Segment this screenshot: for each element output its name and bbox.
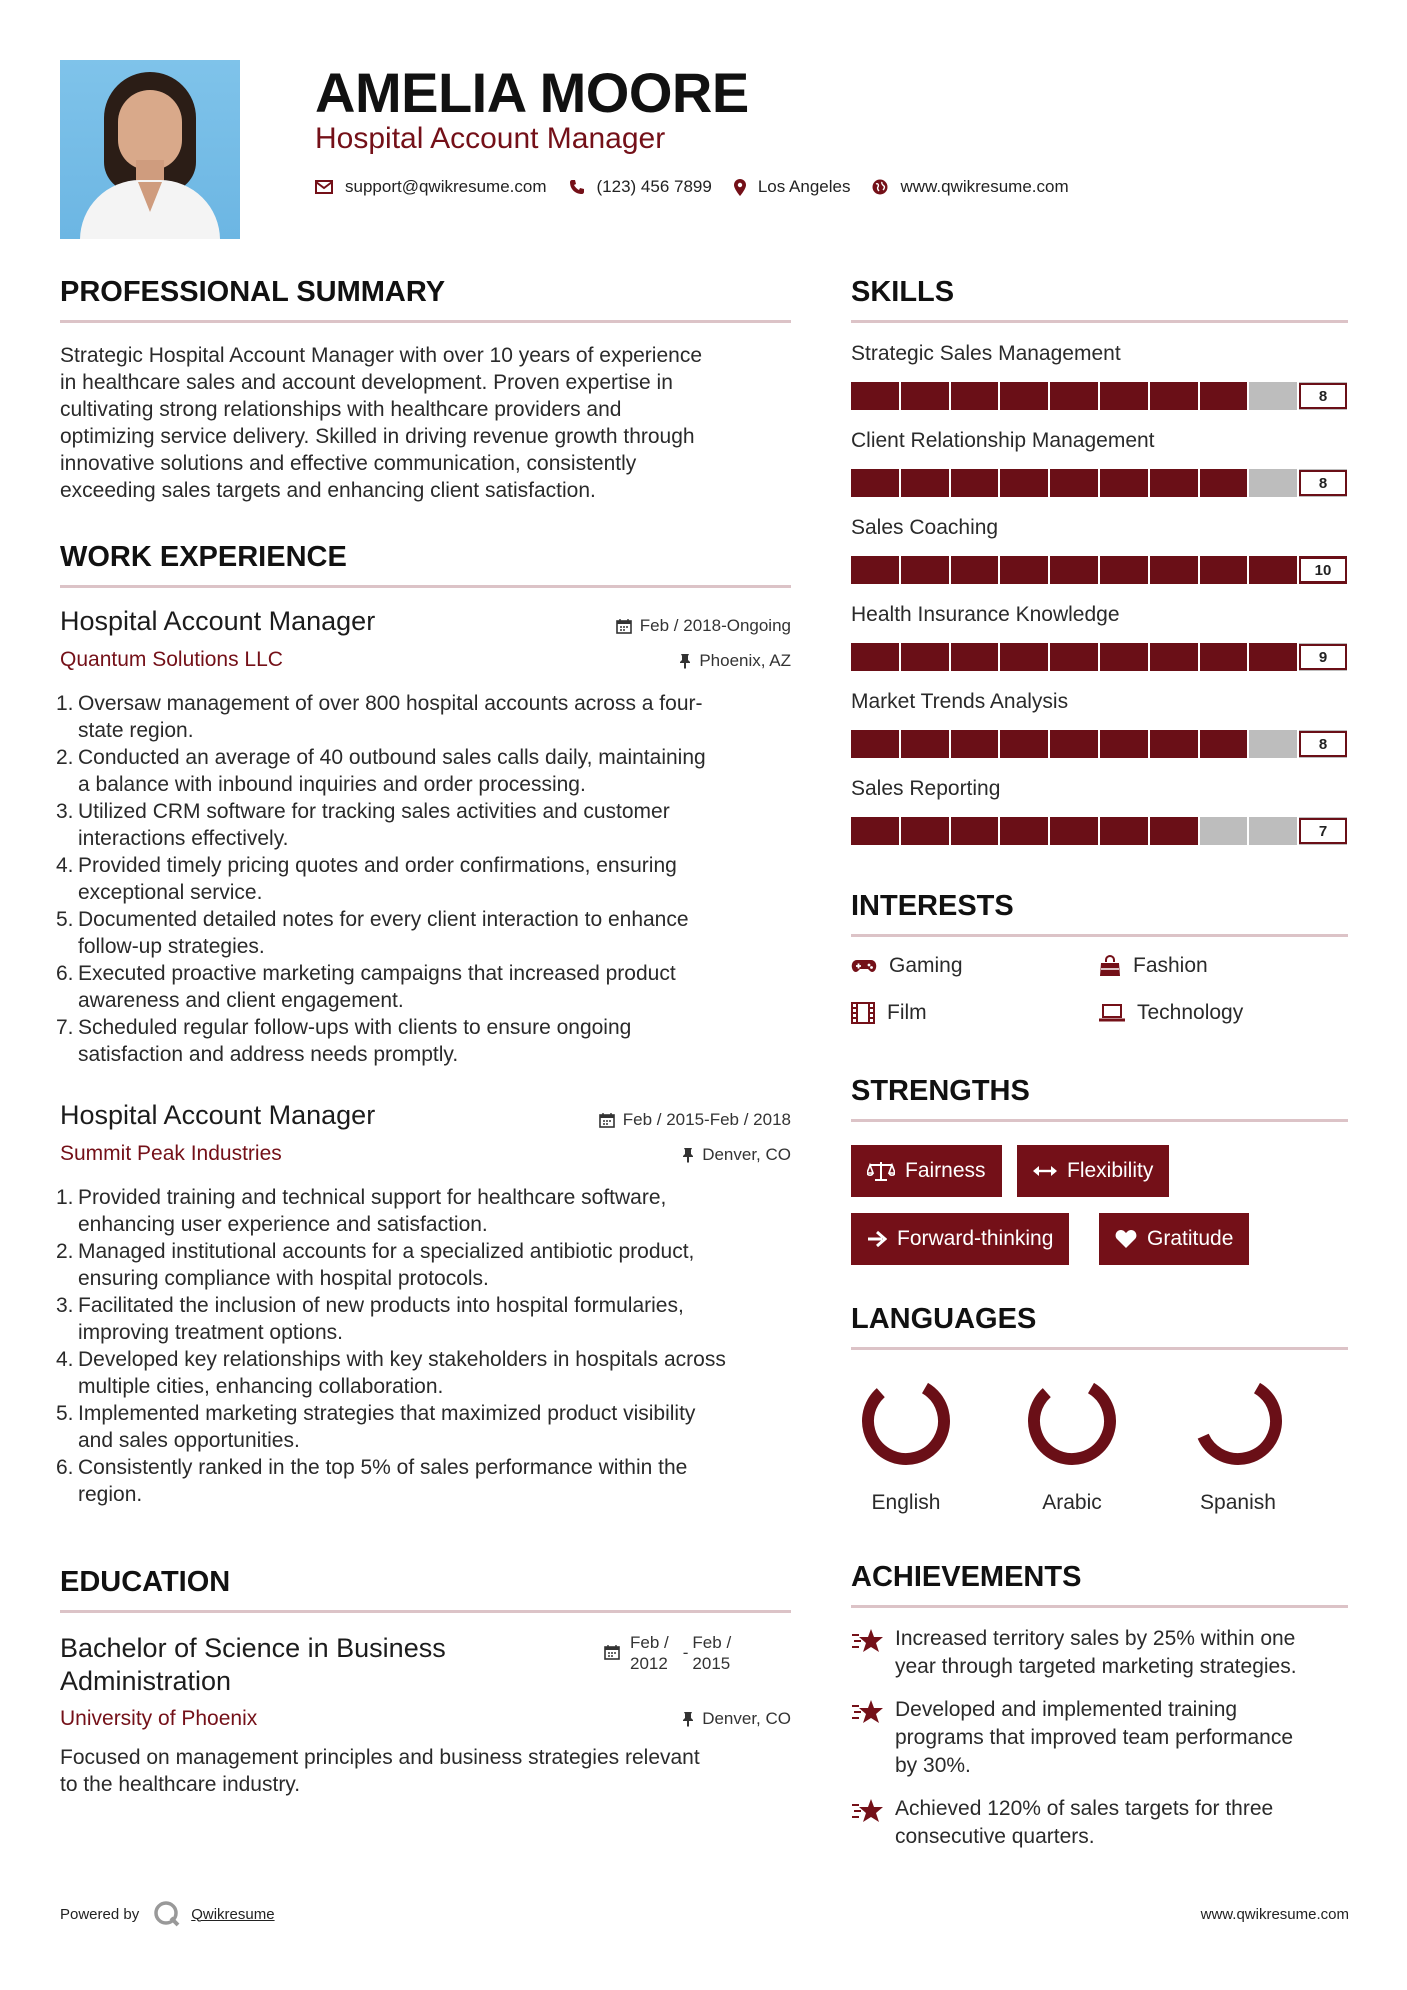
strengths-divider — [851, 1119, 1348, 1122]
skill-bar-segment — [851, 469, 899, 497]
skill-bar-segment — [901, 730, 949, 758]
job-title: Hospital Account Manager — [60, 606, 376, 636]
achievements-heading: ACHIEVEMENTS — [851, 1561, 1082, 1593]
language-ring-arc — [1024, 1373, 1120, 1469]
skill-bar-segment — [1150, 556, 1198, 584]
balance-scale-icon — [867, 1160, 895, 1182]
languages-divider — [851, 1347, 1348, 1350]
skill-bar-segment — [1000, 643, 1048, 671]
skill-bar-segment — [1150, 643, 1198, 671]
pushpin-icon — [682, 1711, 694, 1727]
skill-bar-segment — [1100, 556, 1148, 584]
job-location: Phoenix, AZ — [679, 651, 791, 671]
skill-bar-segment — [851, 556, 899, 584]
interest-gaming: Gaming — [851, 954, 963, 978]
contact-website[interactable]: www.qwikresume.com — [900, 177, 1069, 196]
footer-url[interactable]: www.qwikresume.com — [1200, 1906, 1349, 1923]
strengths-heading: STRENGTHS — [851, 1075, 1030, 1107]
skill-label: Strategic Sales Management — [851, 342, 1121, 365]
list-item: 6. Consistently ranked in the top 5% of sales performance within the region. — [56, 1456, 688, 1506]
language-ring — [1024, 1373, 1120, 1469]
skill-bar-segment — [1249, 382, 1297, 410]
summary-heading: PROFESSIONAL SUMMARY — [60, 276, 446, 308]
skill-bar-segment — [1200, 643, 1248, 671]
list-item: 1. Provided training and technical support for healthcare software, enhancing user experience and satisfaction. — [56, 1186, 667, 1236]
shopping-bag-icon — [1099, 955, 1121, 977]
skill-bar-segment — [1100, 817, 1148, 845]
contact-location: Los Angeles — [757, 177, 851, 196]
education-divider — [60, 1610, 791, 1613]
skill-bar-segment — [851, 817, 899, 845]
arrow-right-icon — [867, 1230, 887, 1248]
profile-photo — [60, 60, 240, 239]
skill-bar-segment — [951, 817, 999, 845]
achievement-item: Increased territory sales by 25% within one year through targeted marketing strategies. — [851, 1625, 1351, 1681]
skill-bar-segment — [1050, 556, 1098, 584]
skill-level-badge: 10 — [1299, 557, 1347, 583]
skill-bar-segment — [901, 556, 949, 584]
globe-icon — [872, 179, 888, 195]
list-item: 3. Utilized CRM software for tracking sales activities and customer interactions effectively. — [56, 800, 670, 850]
experience-heading: WORK EXPERIENCE — [60, 541, 347, 573]
contact-bar — [315, 177, 1091, 197]
skill-bar-segment — [1100, 469, 1148, 497]
skill-label: Sales Coaching — [851, 516, 999, 539]
list-item: 1. Oversaw management of over 800 hospital accounts across a four- state region. — [56, 692, 703, 742]
skill-bar-segment — [951, 556, 999, 584]
skill-bar-segment — [951, 643, 999, 671]
phone-icon — [569, 179, 585, 195]
skill-bar-segment — [1000, 817, 1048, 845]
powered-by: Powered by Qwikresume — [60, 1900, 275, 1928]
interests-divider — [851, 934, 1348, 937]
skill-bar — [851, 817, 1347, 845]
job-responsibilities — [56, 690, 790, 1068]
star-icon — [851, 1795, 895, 1851]
skill-bar-segment — [1050, 382, 1098, 410]
achievements-divider — [851, 1605, 1348, 1608]
skill-bar-segment — [1150, 730, 1198, 758]
language-label: Arabic — [1042, 1491, 1102, 1514]
skill-bar-segment — [951, 382, 999, 410]
strength-chip-flexibility: Flexibility — [1017, 1145, 1169, 1197]
languages-heading: LANGUAGES — [851, 1303, 1037, 1335]
skill-bar-segment — [1000, 730, 1048, 758]
interest-technology: Technology — [1099, 1001, 1243, 1025]
skill-bar-segment — [1150, 382, 1198, 410]
list-item: 4. Developed key relationships with key stakeholders in hospitals across multiple cities, enhancing collaboration. — [56, 1348, 726, 1398]
language-item — [846, 1373, 966, 1515]
skill-bar-segment — [1200, 382, 1248, 410]
skill-bar-segment — [1249, 817, 1297, 845]
star-icon — [851, 1696, 895, 1780]
star-icon — [851, 1625, 895, 1681]
skill-bar-segment — [1200, 817, 1248, 845]
skill-bar-segment — [1150, 469, 1198, 497]
qwikresume-logo-icon — [153, 1900, 181, 1928]
skill-bar — [851, 469, 1347, 497]
school-name: University of Phoenix — [60, 1707, 258, 1730]
language-ring — [1190, 1373, 1286, 1469]
skill-bar-segment — [851, 730, 899, 758]
skill-bar-segment — [951, 730, 999, 758]
skill-level-badge: 8 — [1299, 731, 1347, 757]
gamepad-icon — [851, 958, 877, 974]
skill-bar-segment — [1000, 382, 1048, 410]
skill-bar-segment — [1200, 469, 1248, 497]
pushpin-icon — [682, 1147, 694, 1163]
envelope-icon — [315, 180, 333, 194]
skill-bar-segment — [901, 382, 949, 410]
list-item: 2. Conducted an average of 40 outbound sales calls daily, maintaining a balance with inbound inquiries and order processing. — [56, 746, 706, 796]
skill-bar-segment — [1200, 730, 1248, 758]
skill-bar — [851, 730, 1347, 758]
company-name: Summit Peak Industries — [60, 1142, 282, 1165]
achievement-item: Achieved 120% of sales targets for three consecutive quarters. — [851, 1795, 1351, 1851]
skill-bar-segment — [1050, 469, 1098, 497]
skill-bar-segment — [1100, 643, 1148, 671]
achievement-item: Developed and implemented training programs that improved team performance by 30%. — [851, 1696, 1351, 1780]
list-item: 3. Facilitated the inclusion of new products into hospital formularies, improving treatment options. — [56, 1294, 684, 1344]
interest-fashion: Fashion — [1099, 954, 1208, 978]
summary-divider — [60, 320, 791, 323]
language-label: Spanish — [1200, 1491, 1276, 1514]
list-item: 5. Implemented marketing strategies that maximized product visibility and sales opportunities. — [56, 1402, 696, 1452]
education-heading: EDUCATION — [60, 1566, 231, 1598]
job-dates: Feb / 2015-Feb / 2018 — [599, 1110, 791, 1130]
language-ring-arc — [1190, 1373, 1286, 1469]
skill-bar-segment — [901, 469, 949, 497]
skill-bar-segment — [1000, 469, 1048, 497]
list-item: 6. Executed proactive marketing campaigns that increased product awareness and client engagement. — [56, 962, 676, 1012]
education-dates: Feb / 2012 - Feb / 2015 — [604, 1632, 731, 1674]
qwikresume-link[interactable]: Qwikresume — [191, 1905, 275, 1923]
skills-heading: SKILLS — [851, 276, 955, 308]
skill-bar-segment — [1050, 643, 1098, 671]
interests-heading: INTERESTS — [851, 890, 1014, 922]
calendar-icon — [599, 1112, 615, 1128]
summary-text: Strategic Hospital Account Manager with over 10 years of experience in healthcare sales and account development. Proven expertise in cultivating strong relationships with healthcare providers and optimizing service delivery. Skilled in driving revenue growth through innovative solutions and effective communication, consistently exceeding sales targets and enhancing client satisfaction. — [60, 344, 703, 502]
skill-label: Client Relationship Management — [851, 429, 1155, 452]
skill-level-badge: 8 — [1299, 383, 1347, 409]
map-marker-icon — [734, 179, 746, 196]
skill-label: Health Insurance Knowledge — [851, 603, 1120, 626]
language-ring — [858, 1373, 954, 1469]
contact-email[interactable]: support@qwikresume.com — [345, 177, 547, 196]
skill-bar-segment — [1000, 556, 1048, 584]
skills-divider — [851, 320, 1348, 323]
candidate-name: AMELIA MOORE — [315, 61, 749, 124]
skill-bar-segment — [1100, 730, 1148, 758]
company-name: Quantum Solutions LLC — [60, 648, 283, 671]
job-title: Hospital Account Manager — [60, 1100, 376, 1130]
skill-bar-segment — [1050, 730, 1098, 758]
skill-bar-segment — [1100, 382, 1148, 410]
skill-label: Sales Reporting — [851, 777, 1001, 800]
experience-divider — [60, 585, 791, 588]
skill-bar-segment — [1249, 469, 1297, 497]
heart-icon — [1115, 1229, 1137, 1249]
skill-bar-segment — [1249, 643, 1297, 671]
job-responsibilities — [56, 1184, 790, 1508]
language-ring-arc — [858, 1373, 954, 1469]
skill-bar-segment — [951, 469, 999, 497]
contact-phone[interactable]: (123) 456 7899 — [596, 177, 712, 196]
language-item — [1178, 1373, 1298, 1515]
skill-bar-segment — [1150, 817, 1198, 845]
skill-bar-segment — [1249, 556, 1297, 584]
candidate-title: Hospital Account Manager — [315, 122, 666, 155]
calendar-icon — [604, 1632, 620, 1674]
skill-bar-segment — [1249, 730, 1297, 758]
list-item: 5. Documented detailed notes for every client interaction to enhance follow-up strategies. — [56, 908, 689, 958]
arrows-horizontal-icon — [1033, 1164, 1057, 1178]
job-location: Denver, CO — [682, 1145, 791, 1165]
degree-title: Bachelor of Science in Business Administration — [60, 1633, 446, 1696]
pushpin-icon — [679, 653, 691, 669]
interest-film: Film — [851, 1001, 927, 1025]
education-description: Focused on management principles and business strategies relevant to the healthcare industry. — [60, 1746, 700, 1796]
job-dates: Feb / 2018-Ongoing — [616, 616, 791, 636]
skill-level-badge: 7 — [1299, 818, 1347, 844]
skill-bar — [851, 556, 1347, 584]
skill-bar-segment — [901, 817, 949, 845]
skill-level-badge: 8 — [1299, 470, 1347, 496]
skill-bar-segment — [851, 643, 899, 671]
skill-bar-segment — [1050, 817, 1098, 845]
skill-bar-segment — [1200, 556, 1248, 584]
skill-bar-segment — [901, 643, 949, 671]
language-label: English — [871, 1491, 941, 1514]
list-item: 2. Managed institutional accounts for a specialized antibiotic product, ensuring compliance with hospital protocols. — [56, 1240, 695, 1290]
skill-bar-segment — [851, 382, 899, 410]
strength-chip-fairness: Fairness — [851, 1145, 1002, 1197]
film-icon — [851, 1002, 875, 1024]
skill-label: Market Trends Analysis — [851, 690, 1069, 713]
skill-level-badge: 9 — [1299, 644, 1347, 670]
laptop-icon — [1099, 1004, 1125, 1022]
list-item: 4. Provided timely pricing quotes and order confirmations, ensuring exceptional service. — [56, 854, 677, 904]
skill-bar — [851, 382, 1347, 410]
list-item: 7. Scheduled regular follow-ups with clients to ensure ongoing satisfaction and address needs promptly. — [56, 1016, 632, 1066]
strength-chip-forward-thinking: Forward-thinking — [851, 1213, 1069, 1265]
strength-chip-gratitude: Gratitude — [1099, 1213, 1249, 1265]
school-location: Denver, CO — [682, 1709, 791, 1729]
language-item — [1012, 1373, 1132, 1515]
skill-bar — [851, 643, 1347, 671]
calendar-icon — [616, 618, 632, 634]
